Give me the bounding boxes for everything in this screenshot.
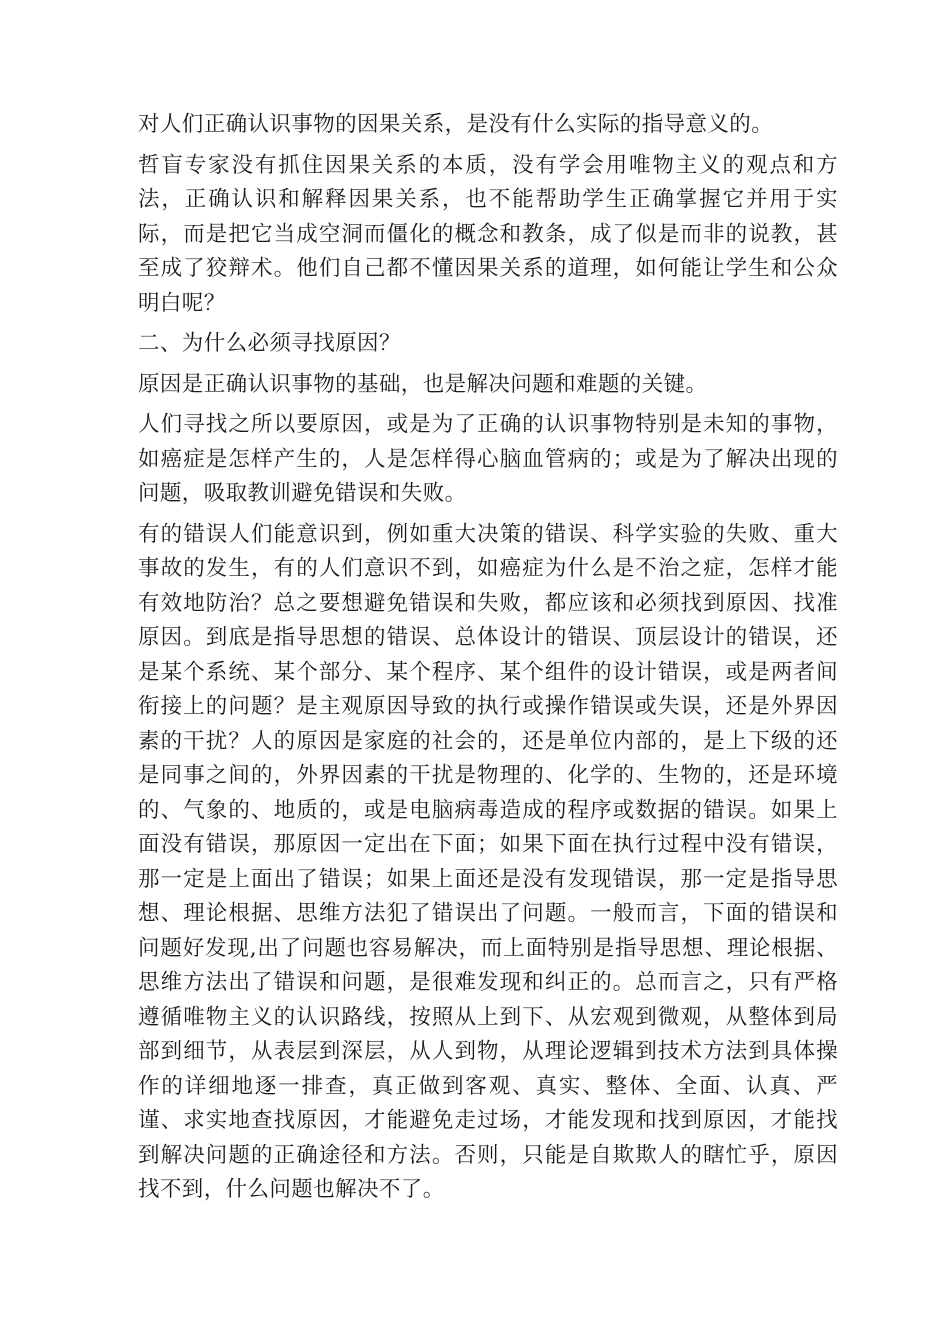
section-heading: 二、为什么必须寻找原因？ xyxy=(138,331,401,356)
paragraph-2: 哲盲专家没有抓住因果关系的本质，没有学会用唯物主义的观点和方法，正确认识和解释因果关系，也不能帮助学生正确掌握它并用于实际，而是把它当成空洞而僵化的概念和教条，成了似是而非的说教，甚至成了狡辩术。他们自己都不懂因果关系的道理，如何能让学生和公众明白呢？ xyxy=(138,152,838,316)
paragraph-4: 人们寻找之所以要原因，或是为了正确的认识事物特别是未知的事物，如癌症是怎样产生的，人是怎样得心脑血管病的；或是为了解决出现的问题，吸取教训避免错误和失败。 xyxy=(138,412,838,506)
paragraph-3: 原因是正确认识事物的基础，也是解决问题和难题的关键。 xyxy=(138,371,708,397)
paragraph-1: 对人们正确认识事物的因果关系，是没有什么实际的指导意义的。 xyxy=(138,112,774,137)
body-text xyxy=(138,108,838,1214)
paragraph-5: 有的错误人们能意识到，例如重大决策的错误、科学实验的失败、重大事故的发生，有的人们意识不到，如癌症为什么是不治之症，怎样才能有效地防治？总之要想避免错误和失败，都应该和必须找到原因、找准原因。到底是指导思想的错误、总体设计的错误、顶层设计的错误，还是某个系统、某个部分、某个程序、某个组件的设计错误，或是两者间衔接上的问题？是主观原因导致的执行或操作错误或失误，还是外界因素的干扰？人的原因是家庭的社会的，还是单位内部的，是上下级的还是同事之间的，外界因素的干扰是物理的、化学的、生物的，还是环境的、气象的、地质的，或是电脑病毒造成的程序或数据的错误。如果上面没有错误，那原因一定出在下面；如果下面在执行过程中没有错误，那一定是上面出了错误；如果上面还是没有发现错误，那一定是指导思想、理论根据、思维方法犯了错误出了问题。一般而言，下面的错误和问题好发现,出了问题也容易解决，而上面特别是指导思想、理论根据、思维方法出了错误和问题，是很难发现和纠正的。总而言之，只有严格遵循唯物主义的认识路线，按照从上到下、从宏观到微观，从整体到局部到细节，从表层到深层，从人到物，从理论逻辑到技术方法到具体操作的详细地逐一排查，真正做到客观、真实、整体、全面、认真、严谨、求实地查找原因，才能避免走过场，才能发现和找到原因，才能找到解决问题的正确途径和方法。否则，只能是自欺欺人的瞎忙乎，原因找不到，什么问题也解决不了。 xyxy=(138,521,838,1202)
